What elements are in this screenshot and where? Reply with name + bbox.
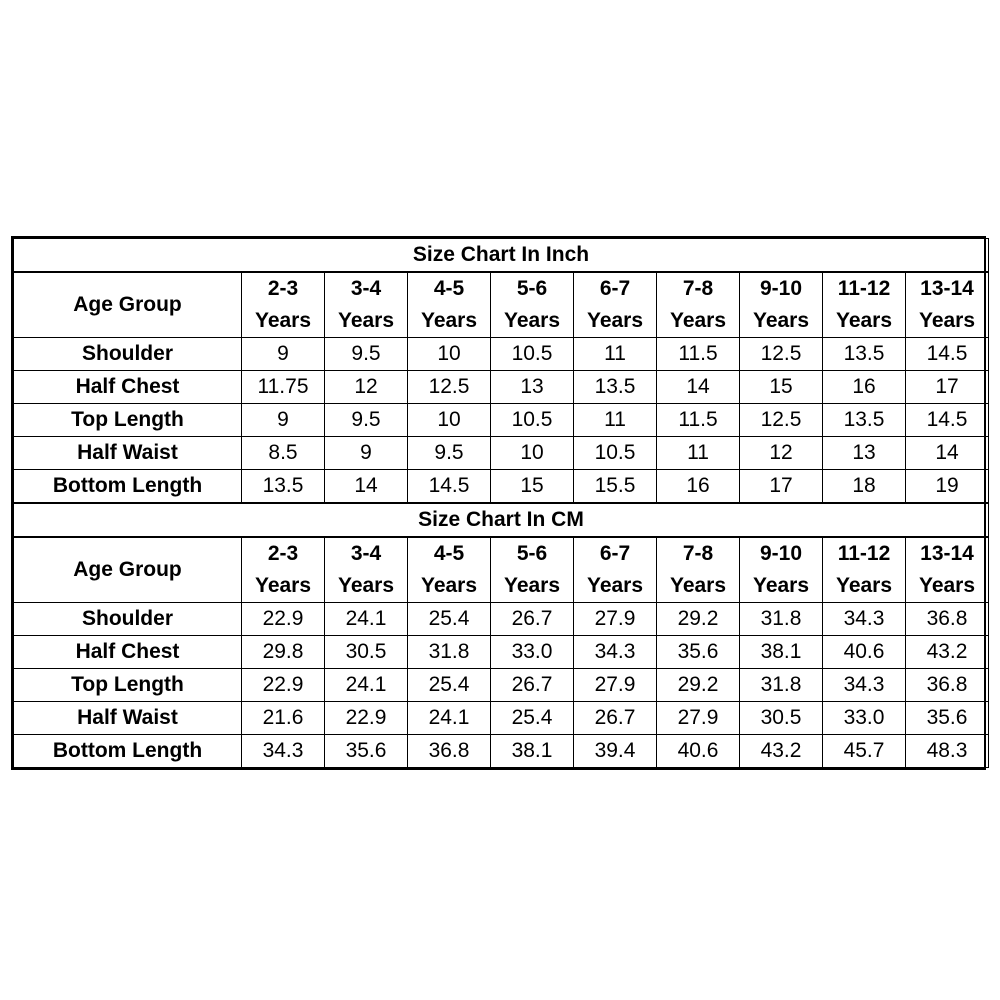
table-row	[14, 702, 989, 735]
measurement-value: 35.6	[906, 702, 989, 735]
size-range: 3-4	[350, 542, 382, 565]
measurement-value: 16	[823, 371, 906, 404]
size-unit: Years	[752, 309, 810, 332]
measurement-value: 36.8	[906, 669, 989, 702]
measurement-value: 48.3	[906, 735, 989, 768]
measurement-value: 14.5	[408, 470, 491, 504]
size-column-header	[491, 272, 574, 338]
measurement-label: Half Chest	[14, 636, 242, 669]
measurement-value: 25.4	[491, 702, 574, 735]
measurement-value: 29.2	[657, 669, 740, 702]
measurement-value: 22.9	[242, 603, 325, 636]
size-range: 6-7	[599, 277, 631, 300]
measurement-value: 12.5	[740, 404, 823, 437]
measurement-label: Bottom Length	[14, 735, 242, 768]
size-unit: Years	[752, 574, 810, 597]
size-column-header	[906, 272, 989, 338]
age-group-header: Age Group	[14, 272, 242, 338]
size-unit: Years	[420, 309, 478, 332]
measurement-value: 9	[242, 404, 325, 437]
measurement-value: 11.5	[657, 338, 740, 371]
measurement-value: 13	[491, 371, 574, 404]
table-row	[14, 437, 989, 470]
measurement-value: 9.5	[325, 338, 408, 371]
measurement-value: 10.5	[491, 338, 574, 371]
measurement-label: Top Length	[14, 669, 242, 702]
measurement-value: 14	[325, 470, 408, 504]
chart-title-inch: Size Chart In Inch	[14, 239, 989, 273]
measurement-value: 14.5	[906, 338, 989, 371]
measurement-value: 34.3	[823, 603, 906, 636]
table-row	[14, 603, 989, 636]
measurement-value: 39.4	[574, 735, 657, 768]
size-column-header	[740, 537, 823, 603]
measurement-value: 36.8	[906, 603, 989, 636]
measurement-label: Half Waist	[14, 702, 242, 735]
size-range: 5-6	[516, 542, 548, 565]
header-row-inch	[14, 272, 989, 338]
measurement-value: 36.8	[408, 735, 491, 768]
measurement-value: 15.5	[574, 470, 657, 504]
measurement-value: 9	[242, 338, 325, 371]
measurement-value: 34.3	[242, 735, 325, 768]
measurement-value: 38.1	[491, 735, 574, 768]
measurement-value: 38.1	[740, 636, 823, 669]
size-column-header	[906, 537, 989, 603]
size-chart-body	[14, 239, 989, 768]
measurement-value: 30.5	[740, 702, 823, 735]
measurement-value: 26.7	[574, 702, 657, 735]
size-column-header	[408, 272, 491, 338]
size-column-header	[823, 537, 906, 603]
measurement-value: 9	[325, 437, 408, 470]
chart-title-row-cm	[14, 503, 989, 537]
measurement-value: 10.5	[574, 437, 657, 470]
size-column-header	[408, 537, 491, 603]
measurement-value: 27.9	[574, 669, 657, 702]
measurement-value: 31.8	[740, 669, 823, 702]
measurement-value: 17	[740, 470, 823, 504]
age-group-header: Age Group	[14, 537, 242, 603]
measurement-value: 43.2	[906, 636, 989, 669]
measurement-value: 10	[491, 437, 574, 470]
size-unit: Years	[503, 574, 561, 597]
measurement-value: 14	[657, 371, 740, 404]
header-row-cm	[14, 537, 989, 603]
size-range: 13-14	[920, 277, 974, 300]
measurement-value: 12	[325, 371, 408, 404]
size-unit: Years	[420, 574, 478, 597]
measurement-value: 33.0	[491, 636, 574, 669]
measurement-value: 14	[906, 437, 989, 470]
size-range: 11-12	[837, 542, 891, 565]
size-column-header	[740, 272, 823, 338]
size-range: 2-3	[267, 542, 299, 565]
size-column-header	[242, 537, 325, 603]
size-range: 7-8	[682, 542, 714, 565]
measurement-value: 30.5	[325, 636, 408, 669]
measurement-value: 13.5	[823, 338, 906, 371]
size-range: 3-4	[350, 277, 382, 300]
measurement-value: 10	[408, 404, 491, 437]
measurement-value: 19	[906, 470, 989, 504]
measurement-value: 34.3	[574, 636, 657, 669]
table-row	[14, 371, 989, 404]
size-column-header	[491, 537, 574, 603]
measurement-value: 40.6	[823, 636, 906, 669]
measurement-value: 15	[491, 470, 574, 504]
measurement-value: 12.5	[408, 371, 491, 404]
measurement-value: 14.5	[906, 404, 989, 437]
size-range: 4-5	[433, 542, 465, 565]
table-row	[14, 636, 989, 669]
size-range: 7-8	[682, 277, 714, 300]
chart-title-cm: Size Chart In CM	[14, 503, 989, 537]
size-column-header	[325, 272, 408, 338]
chart-title-row-inch	[14, 239, 989, 273]
measurement-label: Top Length	[14, 404, 242, 437]
table-row	[14, 735, 989, 768]
measurement-value: 31.8	[408, 636, 491, 669]
measurement-value: 31.8	[740, 603, 823, 636]
size-range: 11-12	[837, 277, 891, 300]
measurement-value: 15	[740, 371, 823, 404]
size-range: 4-5	[433, 277, 465, 300]
measurement-value: 13	[823, 437, 906, 470]
measurement-value: 13.5	[823, 404, 906, 437]
measurement-value: 40.6	[657, 735, 740, 768]
measurement-value: 12	[740, 437, 823, 470]
measurement-label: Half Waist	[14, 437, 242, 470]
size-column-header	[657, 272, 740, 338]
size-range: 13-14	[920, 542, 974, 565]
size-column-header	[574, 537, 657, 603]
size-column-header	[242, 272, 325, 338]
measurement-value: 11.75	[242, 371, 325, 404]
measurement-label: Half Chest	[14, 371, 242, 404]
size-range: 9-10	[759, 542, 803, 565]
size-column-header	[325, 537, 408, 603]
measurement-value: 9.5	[408, 437, 491, 470]
size-unit: Years	[669, 309, 727, 332]
measurement-value: 45.7	[823, 735, 906, 768]
size-range: 5-6	[516, 277, 548, 300]
size-range: 9-10	[759, 277, 803, 300]
size-unit: Years	[586, 574, 644, 597]
measurement-value: 34.3	[823, 669, 906, 702]
size-unit: Years	[918, 574, 976, 597]
measurement-value: 22.9	[325, 702, 408, 735]
measurement-value: 11	[574, 338, 657, 371]
measurement-value: 43.2	[740, 735, 823, 768]
table-row	[14, 338, 989, 371]
size-chart-sheet	[11, 236, 986, 770]
measurement-value: 29.2	[657, 603, 740, 636]
size-column-header	[823, 272, 906, 338]
measurement-value: 16	[657, 470, 740, 504]
size-unit: Years	[254, 574, 312, 597]
measurement-value: 11	[657, 437, 740, 470]
measurement-value: 9.5	[325, 404, 408, 437]
measurement-value: 26.7	[491, 603, 574, 636]
measurement-value: 26.7	[491, 669, 574, 702]
measurement-value: 33.0	[823, 702, 906, 735]
measurement-value: 27.9	[574, 603, 657, 636]
table-row	[14, 669, 989, 702]
measurement-value: 10	[408, 338, 491, 371]
measurement-value: 24.1	[408, 702, 491, 735]
measurement-value: 18	[823, 470, 906, 504]
measurement-value: 24.1	[325, 669, 408, 702]
size-column-header	[657, 537, 740, 603]
measurement-value: 24.1	[325, 603, 408, 636]
size-unit: Years	[337, 309, 395, 332]
size-unit: Years	[586, 309, 644, 332]
measurement-value: 11.5	[657, 404, 740, 437]
size-range: 6-7	[599, 542, 631, 565]
size-unit: Years	[503, 309, 561, 332]
measurement-value: 35.6	[325, 735, 408, 768]
measurement-value: 11	[574, 404, 657, 437]
size-range: 2-3	[267, 277, 299, 300]
size-unit: Years	[918, 309, 976, 332]
size-unit: Years	[337, 574, 395, 597]
measurement-value: 29.8	[242, 636, 325, 669]
measurement-value: 13.5	[574, 371, 657, 404]
measurement-label: Bottom Length	[14, 470, 242, 504]
measurement-label: Shoulder	[14, 603, 242, 636]
table-row	[14, 404, 989, 437]
measurement-value: 25.4	[408, 603, 491, 636]
size-unit: Years	[835, 309, 893, 332]
measurement-value: 12.5	[740, 338, 823, 371]
measurement-value: 27.9	[657, 702, 740, 735]
measurement-value: 21.6	[242, 702, 325, 735]
measurement-value: 10.5	[491, 404, 574, 437]
measurement-value: 25.4	[408, 669, 491, 702]
size-unit: Years	[254, 309, 312, 332]
size-unit: Years	[835, 574, 893, 597]
size-chart-table	[13, 238, 989, 768]
size-unit: Years	[669, 574, 727, 597]
measurement-value: 17	[906, 371, 989, 404]
table-row	[14, 470, 989, 504]
measurement-label: Shoulder	[14, 338, 242, 371]
measurement-value: 22.9	[242, 669, 325, 702]
measurement-value: 13.5	[242, 470, 325, 504]
size-column-header	[574, 272, 657, 338]
measurement-value: 35.6	[657, 636, 740, 669]
measurement-value: 8.5	[242, 437, 325, 470]
